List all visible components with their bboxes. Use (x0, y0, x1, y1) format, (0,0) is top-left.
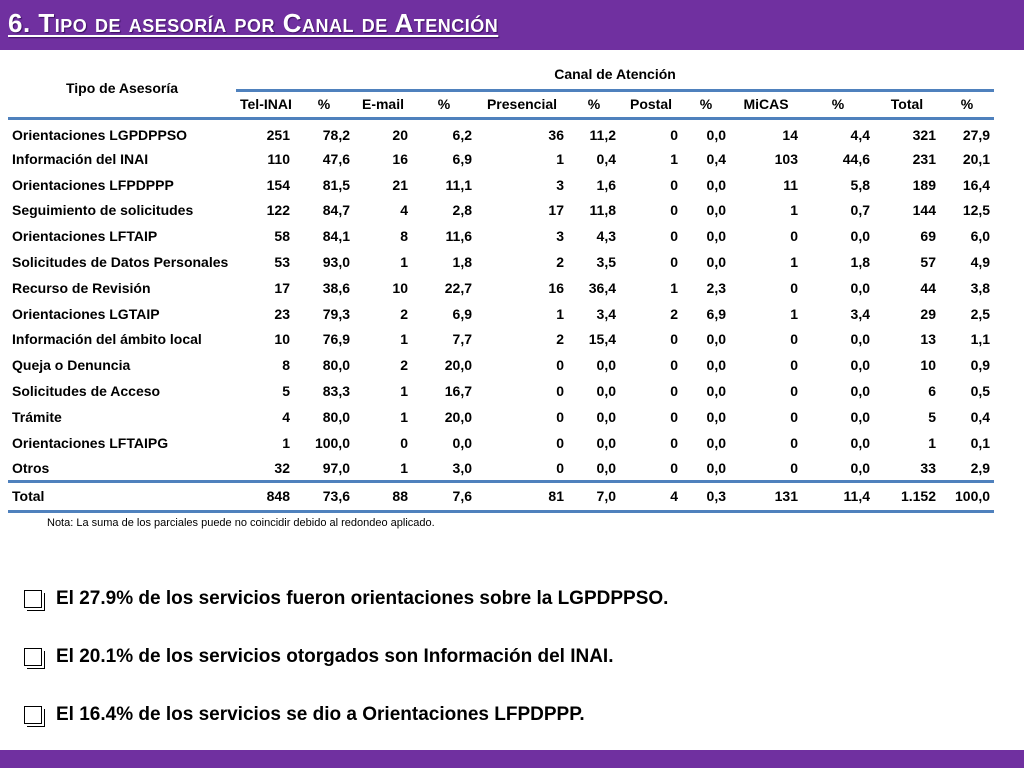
table-cell: 1 (670, 150, 678, 167)
header-canal-atencion: Canal de Atención (554, 66, 676, 83)
table-cell: 100,0 (314, 434, 350, 451)
table-cell: 4 (282, 408, 290, 425)
table-row (8, 378, 994, 404)
table-cell: 3 (556, 228, 564, 245)
table-cell: 154 (266, 176, 290, 193)
total-cell: 7,6 (412, 481, 476, 511)
table-cell: 79,3 (322, 305, 350, 322)
table-cell: 8 (282, 357, 290, 374)
total-cell: 100,0 (940, 481, 994, 511)
table-cell: 0 (790, 408, 798, 425)
table-cell: 23 (274, 305, 290, 322)
table-cell: 0,0 (596, 357, 616, 374)
table-cell: 29 (920, 305, 936, 322)
table-cell: 58 (274, 228, 290, 245)
table-cell: 0 (670, 357, 678, 374)
table-cell: 1 (400, 254, 408, 271)
table-cell: 0,7 (850, 202, 870, 219)
table-cell: 0 (670, 228, 678, 245)
table-row (8, 172, 994, 198)
table-cell: 16,4 (962, 176, 991, 193)
table-cell: 0 (790, 434, 798, 451)
table-cell: 69 (920, 228, 936, 245)
table-cell: 84,7 (322, 202, 350, 219)
table-cell: 0,4 (970, 408, 991, 425)
table-cell: 10 (920, 357, 936, 374)
table-cell: 0 (670, 383, 678, 400)
table-cell: 14 (782, 126, 798, 143)
table-cell: 80,0 (322, 357, 350, 374)
table-cell: 0,0 (596, 434, 616, 451)
table-cell: 0 (790, 357, 798, 374)
table-cell: 0,0 (596, 383, 616, 400)
bullet-text: El 16.4% de los servicios se dio a Orientaciones LFPDPPP. (56, 704, 585, 725)
table-cell: 3,5 (596, 254, 616, 271)
table-cell: 1 (400, 383, 408, 400)
table-cell: 11 (783, 176, 798, 193)
table-cell: 0,0 (706, 434, 726, 451)
table-cell: 36,4 (588, 279, 616, 296)
table-cell: 0 (670, 408, 678, 425)
row-label: Solicitudes de Datos Personales (12, 254, 229, 271)
table-cell: 83,3 (322, 383, 350, 400)
table-cell: 5 (282, 383, 290, 400)
table-row (8, 430, 994, 456)
table-cell: 27,9 (962, 126, 991, 143)
table-row (8, 404, 994, 430)
bullet-item (24, 570, 668, 628)
table-cell: 6,9 (706, 305, 726, 322)
table-cell: 47,6 (322, 150, 350, 167)
advisory-table-container (8, 60, 994, 513)
table-cell: 0,9 (970, 357, 991, 374)
table-note: Nota: La suma de los parciales puede no coincidir debido al redondeo aplicado. (47, 517, 435, 529)
table-cell: 1 (400, 408, 408, 425)
total-cell: 88 (354, 481, 412, 511)
column-header: % (294, 90, 354, 118)
table-cell: 84,1 (322, 228, 350, 245)
table-cell: 0,0 (850, 434, 870, 451)
table-cell: 0,5 (970, 383, 991, 400)
table-cell: 0 (556, 383, 564, 400)
table-cell: 1 (282, 434, 290, 451)
table-cell: 7,7 (452, 331, 472, 348)
table-cell: 22,7 (444, 279, 472, 296)
table-cell: 110 (267, 150, 290, 167)
table-cell: 78,2 (322, 126, 350, 143)
table-cell: 0 (400, 434, 408, 451)
table-cell: 4,4 (850, 126, 870, 143)
table-cell: 16 (392, 150, 408, 167)
page-title: 6. Tipo de asesoría por Canal de Atención (8, 8, 499, 38)
table-cell: 144 (912, 202, 936, 219)
table-cell: 16,7 (444, 383, 472, 400)
table-cell: 2,5 (970, 305, 991, 322)
table-cell: 122 (266, 202, 290, 219)
table-cell: 57 (920, 254, 936, 271)
advisory-table (8, 60, 994, 513)
table-cell: 2 (400, 357, 408, 374)
table-cell: 1,1 (970, 331, 991, 348)
table-cell: 0 (790, 331, 798, 348)
column-header: E-mail (354, 90, 412, 118)
table-cell: 0,0 (706, 459, 726, 476)
table-cell: 0,1 (970, 434, 991, 451)
column-header: Presencial (476, 90, 568, 118)
column-header: % (940, 90, 994, 118)
table-cell: 0,0 (850, 279, 870, 296)
row-label: Orientaciones LGPDPPSO (12, 126, 188, 143)
row-label: Orientaciones LFTAIPG (12, 434, 169, 451)
row-label: Trámite (12, 408, 62, 425)
table-row (8, 198, 994, 224)
table-cell: 6 (928, 383, 936, 400)
table-cell: 0,0 (596, 459, 616, 476)
column-header: Total (874, 90, 940, 118)
table-cell: 0 (790, 228, 798, 245)
table-cell: 1,8 (850, 254, 870, 271)
table-cell: 8 (400, 228, 408, 245)
bullet-text: El 20.1% de los servicios otorgados son Información del INAI. (56, 646, 614, 667)
table-cell: 0,0 (706, 126, 726, 143)
table-cell: 0,0 (706, 357, 726, 374)
table-cell: 1 (928, 434, 936, 451)
row-label: Orientaciones LFTAIP (12, 228, 158, 245)
table-cell: 3,0 (452, 459, 472, 476)
table-cell: 80,0 (322, 408, 350, 425)
table-cell: 21 (392, 176, 408, 193)
table-cell: 32 (274, 459, 290, 476)
table-cell: 2 (556, 331, 564, 348)
table-cell: 44 (920, 279, 936, 296)
column-header: MiCAS (730, 90, 802, 118)
checkbox-bullet-icon (24, 648, 42, 666)
table-cell: 2,3 (706, 279, 726, 296)
bottom-bar (0, 750, 1024, 768)
table-body (8, 118, 994, 511)
table-cell: 0 (670, 254, 678, 271)
row-label: Otros (12, 459, 50, 476)
total-cell: 11,4 (802, 481, 874, 511)
table-cell: 0,0 (850, 383, 870, 400)
table-cell: 20,1 (962, 150, 991, 167)
table-cell: 97,0 (322, 459, 350, 476)
table-cell: 0,4 (596, 150, 616, 167)
table-cell: 33 (920, 459, 936, 476)
column-header: Postal (620, 90, 682, 118)
table-cell: 2,9 (970, 459, 991, 476)
table-row (8, 275, 994, 301)
row-label: Recurso de Revisión (12, 279, 151, 296)
table-cell: 0,0 (706, 408, 726, 425)
title-bar (0, 0, 1024, 50)
table-cell: 3,8 (970, 279, 991, 296)
table-cell: 0 (670, 434, 678, 451)
table-cell: 189 (912, 176, 936, 193)
bullet-text: El 27.9% de los servicios fueron orientaciones sobre la LGPDPPSO. (56, 588, 669, 609)
table-cell: 0,0 (596, 408, 616, 425)
total-cell: 131 (730, 481, 802, 511)
total-cell: 0,3 (682, 481, 730, 511)
table-cell: 0,0 (706, 176, 726, 193)
table-cell: 0,0 (850, 331, 870, 348)
column-header: % (802, 90, 874, 118)
table-cell: 1 (400, 459, 408, 476)
table-cell: 103 (774, 150, 798, 167)
table-cell: 2 (400, 305, 408, 322)
table-cell: 4,3 (596, 228, 616, 245)
table-cell: 231 (912, 150, 936, 167)
total-cell: 1.152 (874, 481, 940, 511)
table-cell: 44,6 (842, 150, 870, 167)
table-cell: 36 (548, 126, 564, 143)
checkbox-bullet-icon (24, 590, 42, 608)
table-cell: 0 (670, 459, 678, 476)
row-label: Solicitudes de Acceso (12, 383, 161, 400)
table-cell: 1,8 (452, 254, 472, 271)
column-header: % (412, 90, 476, 118)
table-cell: 2 (556, 254, 564, 271)
row-label: Información del INAI (12, 150, 149, 167)
table-cell: 0 (670, 202, 678, 219)
table-cell: 0 (790, 383, 798, 400)
total-row (8, 481, 994, 511)
table-row (8, 146, 994, 172)
table-cell: 0,4 (706, 150, 726, 167)
table-row (8, 223, 994, 249)
table-cell: 13 (920, 331, 936, 348)
table-cell: 53 (274, 254, 290, 271)
table-cell: 6,9 (452, 150, 472, 167)
bullet-item (24, 628, 668, 686)
table-cell: 0,0 (706, 331, 726, 348)
table-cell: 0 (556, 357, 564, 374)
table-cell: 0 (670, 331, 678, 348)
table-cell: 11,8 (589, 202, 616, 219)
table-cell: 251 (266, 126, 290, 143)
table-cell: 0,0 (706, 202, 726, 219)
table-row (8, 249, 994, 275)
table-cell: 0,0 (850, 408, 870, 425)
table-cell: 0,0 (850, 228, 870, 245)
table-cell: 5 (928, 408, 936, 425)
table-row (8, 118, 994, 146)
table-cell: 3 (556, 176, 564, 193)
column-header: % (682, 90, 730, 118)
header-tipo-asesoria: Tipo de Asesoría (8, 60, 236, 118)
table-row (8, 327, 994, 353)
row-label: Orientaciones LFPDPPP (12, 176, 174, 193)
table-cell: 10 (392, 279, 408, 296)
table-cell: 6,2 (452, 126, 472, 143)
table-cell: 1 (790, 305, 798, 322)
table-cell: 0,0 (452, 434, 472, 451)
row-label: Información del ámbito local (12, 331, 202, 348)
table-cell: 3,4 (850, 305, 870, 322)
table-cell: 0 (790, 279, 798, 296)
table-row (8, 352, 994, 378)
table-cell: 17 (548, 202, 564, 219)
table-cell: 6,9 (452, 305, 472, 322)
column-header: % (568, 90, 620, 118)
table-cell: 76,9 (322, 331, 350, 348)
table-cell: 1 (556, 150, 564, 167)
table-cell: 93,0 (322, 254, 350, 271)
column-header: Tel-INAI (236, 90, 294, 118)
table-cell: 0 (670, 126, 678, 143)
bullet-item (24, 686, 668, 744)
table-cell: 0 (556, 408, 564, 425)
bullet-list (24, 570, 668, 744)
table-cell: 20,0 (444, 357, 472, 374)
table-cell: 6,0 (970, 228, 991, 245)
table-cell: 0 (790, 459, 798, 476)
table-cell: 11,6 (445, 228, 472, 245)
table-cell: 1 (790, 202, 798, 219)
table-cell: 1 (556, 305, 564, 322)
table-cell: 3,4 (596, 305, 616, 322)
table-cell: 1,6 (596, 176, 616, 193)
table-cell: 1 (790, 254, 798, 271)
total-cell: 4 (620, 481, 682, 511)
row-label: Seguimiento de solicitudes (12, 202, 194, 219)
table-cell: 0 (556, 459, 564, 476)
row-label: Queja o Denuncia (12, 357, 131, 374)
table-cell: 10 (274, 331, 290, 348)
checkbox-bullet-icon (24, 706, 42, 724)
table-cell: 15,4 (588, 331, 616, 348)
table-cell: 0,0 (706, 383, 726, 400)
table-cell: 16 (548, 279, 564, 296)
table-cell: 4 (400, 202, 408, 219)
table-cell: 11,2 (589, 126, 616, 143)
row-label: Orientaciones LGTAIP (12, 305, 160, 322)
table-cell: 38,6 (322, 279, 350, 296)
table-cell: 0 (670, 176, 678, 193)
table-cell: 1 (670, 279, 678, 296)
table-cell: 0,0 (706, 254, 726, 271)
table-cell: 4,9 (970, 254, 991, 271)
table-cell: 20,0 (444, 408, 472, 425)
total-cell: 81 (476, 481, 568, 511)
table-cell: 1 (400, 331, 408, 348)
table-cell: 12,5 (962, 202, 991, 219)
table-cell: 20 (392, 126, 408, 143)
table-row (8, 301, 994, 327)
table-cell: 17 (274, 279, 290, 296)
total-cell: 7,0 (568, 481, 620, 511)
table-cell: 81,5 (322, 176, 350, 193)
total-cell: 848 (236, 481, 294, 511)
table-cell: 0 (556, 434, 564, 451)
table-row (8, 456, 994, 482)
table-cell: 2,8 (452, 202, 472, 219)
total-cell: 73,6 (294, 481, 354, 511)
table-cell: 321 (912, 126, 936, 143)
total-label: Total (8, 481, 236, 511)
table-cell: 0,0 (706, 228, 726, 245)
table-cell: 5,8 (850, 176, 870, 193)
table-cell: 0,0 (850, 459, 870, 476)
table-cell: 11,1 (445, 176, 472, 193)
table-cell: 2 (670, 305, 678, 322)
table-cell: 0,0 (850, 357, 870, 374)
